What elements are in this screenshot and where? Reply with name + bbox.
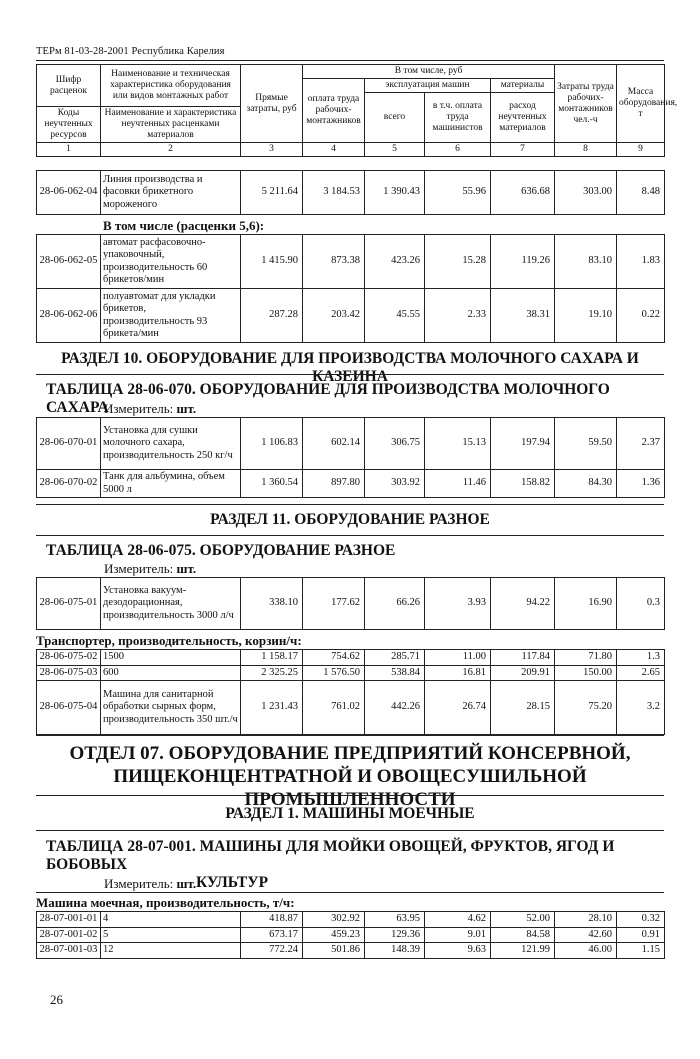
row-value: 121.99 — [491, 943, 555, 959]
col-labor: Затраты труда рабочих-монтажников чел.-ч — [555, 65, 617, 143]
row-value: 1 360.54 — [241, 470, 303, 498]
row-code: 28-07-001-02 — [37, 927, 101, 943]
row-value: 150.00 — [555, 665, 617, 681]
row-value: 1.15 — [617, 943, 665, 959]
row-value: 158.82 — [491, 470, 555, 498]
row-value: 28.15 — [491, 681, 555, 735]
row-value: 1.36 — [617, 470, 665, 498]
row-value: 3 184.53 — [303, 171, 365, 215]
table-row — [37, 171, 665, 215]
row-value: 1.83 — [617, 235, 665, 289]
col-name-bottom: Наименование и характеристика неучтенных расценками материалов — [101, 107, 241, 143]
row-value: 177.62 — [303, 578, 365, 630]
otdel-title-line2: ПИЩЕКОНЦЕНТРАТНОЙ И ОВОЩЕСУШИЛЬНОЙ ПРОМЫШЛЕННОСТИ — [113, 766, 587, 810]
row-value: 897.80 — [303, 470, 365, 498]
col-code-top: Шифр расценок — [37, 65, 101, 107]
row-value: 15.28 — [425, 235, 491, 289]
row-name: Танк для альбумина, объем 5000 л — [101, 470, 241, 498]
row-value: 129.36 — [365, 927, 425, 943]
table-row — [37, 470, 665, 498]
table-title: ТАБЛИЦА 28-06-070. ОБОРУДОВАНИЕ ДЛЯ ПРОИЗВОДСТВА МОЛОЧНОГО САХАРА — [46, 381, 610, 416]
row-value: 418.87 — [241, 912, 303, 928]
row-value: 0.32 — [617, 912, 665, 928]
row-value: 1 576.50 — [303, 665, 365, 681]
table-row — [37, 235, 665, 289]
row-value: 11.00 — [425, 650, 491, 666]
row-value: 2.33 — [425, 289, 491, 343]
row-value: 197.94 — [491, 418, 555, 470]
col-num: 7 — [491, 143, 555, 157]
row-value: 38.31 — [491, 289, 555, 343]
measure-line — [104, 561, 196, 577]
section10-table — [36, 417, 665, 498]
table-row — [37, 912, 665, 928]
row-value: 873.38 — [303, 235, 365, 289]
row-value: 303.00 — [555, 171, 617, 215]
table-row — [37, 418, 665, 470]
col-num: 5 — [365, 143, 425, 157]
row-value: 602.14 — [303, 418, 365, 470]
row-value: 287.28 — [241, 289, 303, 343]
row-name: 4 — [101, 912, 241, 928]
row-value: 45.55 — [365, 289, 425, 343]
col-mass: Масса оборудования, т — [617, 65, 665, 143]
row-value: 0.3 — [617, 578, 665, 630]
row-name: 5 — [101, 927, 241, 943]
row-value: 75.20 — [555, 681, 617, 735]
col-materials: материалы — [491, 79, 555, 93]
col-code-bottom: Коды неучтенных ресурсов — [37, 107, 101, 143]
section-title: РАЗДЕЛ 10. ОБОРУДОВАНИЕ ДЛЯ ПРОИЗВОДСТВА МОЛОЧНОГО САХАРА И КАЗЕИНА — [61, 350, 639, 385]
section-divider — [36, 504, 664, 505]
row-code: 28-06-062-04 — [37, 171, 101, 215]
row-value: 16.90 — [555, 578, 617, 630]
otdel07-subhead: Машина моечная, производительность, т/ч: — [36, 895, 295, 910]
col-num: 2 — [101, 143, 241, 157]
section-divider — [36, 795, 664, 796]
row-value: 3.93 — [425, 578, 491, 630]
row-value: 501.86 — [303, 943, 365, 959]
row-value: 28.10 — [555, 912, 617, 928]
row-value: 84.58 — [491, 927, 555, 943]
row-value: 71.80 — [555, 650, 617, 666]
row-name: Установка вакуум-дезодорационная, производительность 3000 л/ч — [101, 578, 241, 630]
row-value: 4.62 — [425, 912, 491, 928]
col-num: 3 — [241, 143, 303, 157]
row-value: 306.75 — [365, 418, 425, 470]
row-value: 203.42 — [303, 289, 365, 343]
measure-label: Измеритель: — [104, 561, 174, 576]
row-code: 28-06-075-03 — [37, 665, 101, 681]
row-value: 11.46 — [425, 470, 491, 498]
row-code: 28-07-001-01 — [37, 912, 101, 928]
row-value: 148.39 — [365, 943, 425, 959]
row-value: 673.17 — [241, 927, 303, 943]
row-value: 9.01 — [425, 927, 491, 943]
block1-sub-table — [36, 234, 665, 343]
section-divider — [36, 374, 664, 375]
measure-label: Измеритель: — [104, 401, 174, 416]
table-row — [37, 681, 665, 735]
header-divider — [36, 60, 664, 61]
row-value: 84.30 — [555, 470, 617, 498]
page-number: 26 — [50, 992, 63, 1007]
section-divider — [36, 892, 664, 893]
row-value: 83.10 — [555, 235, 617, 289]
row-value: 303.92 — [365, 470, 425, 498]
section-title: РАЗДЕЛ 1. МАШИНЫ МОЕЧНЫЕ — [225, 805, 475, 822]
row-code: 28-06-075-04 — [37, 681, 101, 735]
block1-subhead: В том числе (расценки 5,6): — [103, 218, 265, 233]
col-direct: Прямые затраты, руб — [241, 65, 303, 143]
table-row — [37, 943, 665, 959]
col-num: 9 — [617, 143, 665, 157]
table-title-line1: ТАБЛИЦА 28-07-001. МАШИНЫ ДЛЯ МОЙКИ ОВОЩЕЙ, ФРУКТОВ, ЯГОД И БОБОВЫХ — [46, 838, 615, 873]
otdel-title — [36, 742, 664, 811]
row-value: 1.3 — [617, 650, 665, 666]
row-value: 0.22 — [617, 289, 665, 343]
section11-subhead: Транспортер, производительность, корзин/ч: — [36, 633, 302, 648]
row-value: 761.02 — [303, 681, 365, 735]
row-value: 338.10 — [241, 578, 303, 630]
row-value: 636.68 — [491, 171, 555, 215]
row-value: 46.00 — [555, 943, 617, 959]
row-value: 42.60 — [555, 927, 617, 943]
row-name: Установка для сушки молочного сахара, производительность 250 кг/ч — [101, 418, 241, 470]
table-row — [37, 578, 665, 630]
row-value: 538.84 — [365, 665, 425, 681]
col-num: 8 — [555, 143, 617, 157]
col-mat-cost: расход неучтенных материалов — [491, 93, 555, 143]
row-value: 19.10 — [555, 289, 617, 343]
row-name: 600 — [101, 665, 241, 681]
row-code: 28-06-070-01 — [37, 418, 101, 470]
row-value: 1 390.43 — [365, 171, 425, 215]
section-divider — [36, 830, 664, 831]
block1-table — [36, 170, 665, 215]
col-num: 1 — [37, 143, 101, 157]
row-value: 2.65 — [617, 665, 665, 681]
measure-line — [104, 876, 196, 892]
col-machines: эксплуатация машин — [365, 79, 491, 93]
measure-value: шт. — [176, 561, 197, 576]
row-value: 302.92 — [303, 912, 365, 928]
col-incl: В том числе, руб — [303, 65, 555, 79]
row-value: 8.48 — [617, 171, 665, 215]
row-code: 28-06-070-02 — [37, 470, 101, 498]
section11-table — [36, 577, 665, 630]
row-name: полуавтомат для укладки брикетов, производительность 93 брикета/мин — [101, 289, 241, 343]
row-name: автомат расфасовочно-упаковочный, производительность 60 брикетов/мин — [101, 235, 241, 289]
document-header: ТЕРм 81-03-28-2001 Республика Карелия — [36, 46, 225, 57]
row-value: 119.26 — [491, 235, 555, 289]
row-value: 209.91 — [491, 665, 555, 681]
section-divider — [36, 535, 664, 536]
col-total: всего — [365, 93, 425, 143]
row-value: 1 415.90 — [241, 235, 303, 289]
row-value: 285.71 — [365, 650, 425, 666]
table-head — [36, 64, 678, 157]
row-code: 28-06-062-05 — [37, 235, 101, 289]
row-value: 55.96 — [425, 171, 491, 215]
row-name: Машина для санитарной обработки сырных форм, производительность 350 шт./ч — [101, 681, 241, 735]
row-value: 0.91 — [617, 927, 665, 943]
measure-value: шт. — [176, 401, 197, 416]
row-value: 26.74 — [425, 681, 491, 735]
row-code: 28-06-075-01 — [37, 578, 101, 630]
measure-value: шт. — [176, 876, 197, 891]
row-value: 3.2 — [617, 681, 665, 735]
section-title: РАЗДЕЛ 11. ОБОРУДОВАНИЕ РАЗНОЕ — [210, 511, 490, 528]
section-divider — [36, 342, 664, 343]
row-value: 59.50 — [555, 418, 617, 470]
table-row — [37, 927, 665, 943]
row-value: 442.26 — [365, 681, 425, 735]
col-worker-pay: оплата труда рабочих-монтажников — [303, 79, 365, 143]
row-value: 1 106.83 — [241, 418, 303, 470]
row-value: 1 158.17 — [241, 650, 303, 666]
col-num: 4 — [303, 143, 365, 157]
row-name: Линия производства и фасовки брикетного мороженого — [101, 171, 241, 215]
row-code: 28-07-001-03 — [37, 943, 101, 959]
section-divider — [36, 735, 664, 736]
row-code: 28-06-062-06 — [37, 289, 101, 343]
row-value: 66.26 — [365, 578, 425, 630]
section11-sub-table — [36, 649, 665, 735]
table-row — [37, 289, 665, 343]
row-value: 423.26 — [365, 235, 425, 289]
table-row — [37, 650, 665, 666]
row-value: 5 211.64 — [241, 171, 303, 215]
col-num: 6 — [425, 143, 491, 157]
row-value: 772.24 — [241, 943, 303, 959]
col-incl-pay: в т.ч. оплата труда машинистов — [425, 93, 491, 143]
row-value: 754.62 — [303, 650, 365, 666]
table-title-line2: КУЛЬТУР — [196, 874, 269, 891]
row-code: 28-06-075-02 — [37, 650, 101, 666]
row-value: 15.13 — [425, 418, 491, 470]
measure-line — [104, 401, 196, 417]
row-value: 117.84 — [491, 650, 555, 666]
row-value: 16.81 — [425, 665, 491, 681]
table-title: ТАБЛИЦА 28-06-075. ОБОРУДОВАНИЕ РАЗНОЕ — [46, 542, 396, 559]
row-value: 1 231.43 — [241, 681, 303, 735]
row-value: 2 325.25 — [241, 665, 303, 681]
row-name: 1500 — [101, 650, 241, 666]
otdel-title-line1: ОТДЕЛ 07. ОБОРУДОВАНИЕ ПРЕДПРИЯТИЙ КОНСЕРВНОЙ, — [69, 743, 631, 764]
row-value: 459.23 — [303, 927, 365, 943]
row-name: 12 — [101, 943, 241, 959]
row-value: 52.00 — [491, 912, 555, 928]
col-name-top: Наименование и техническая характеристика оборудования или видов монтажных работ — [101, 65, 241, 107]
row-value: 63.95 — [365, 912, 425, 928]
measure-label: Измеритель: — [104, 876, 174, 891]
otdel07-table — [36, 911, 665, 959]
row-value: 2.37 — [617, 418, 665, 470]
row-value: 94.22 — [491, 578, 555, 630]
table-row — [37, 665, 665, 681]
row-value: 9.63 — [425, 943, 491, 959]
